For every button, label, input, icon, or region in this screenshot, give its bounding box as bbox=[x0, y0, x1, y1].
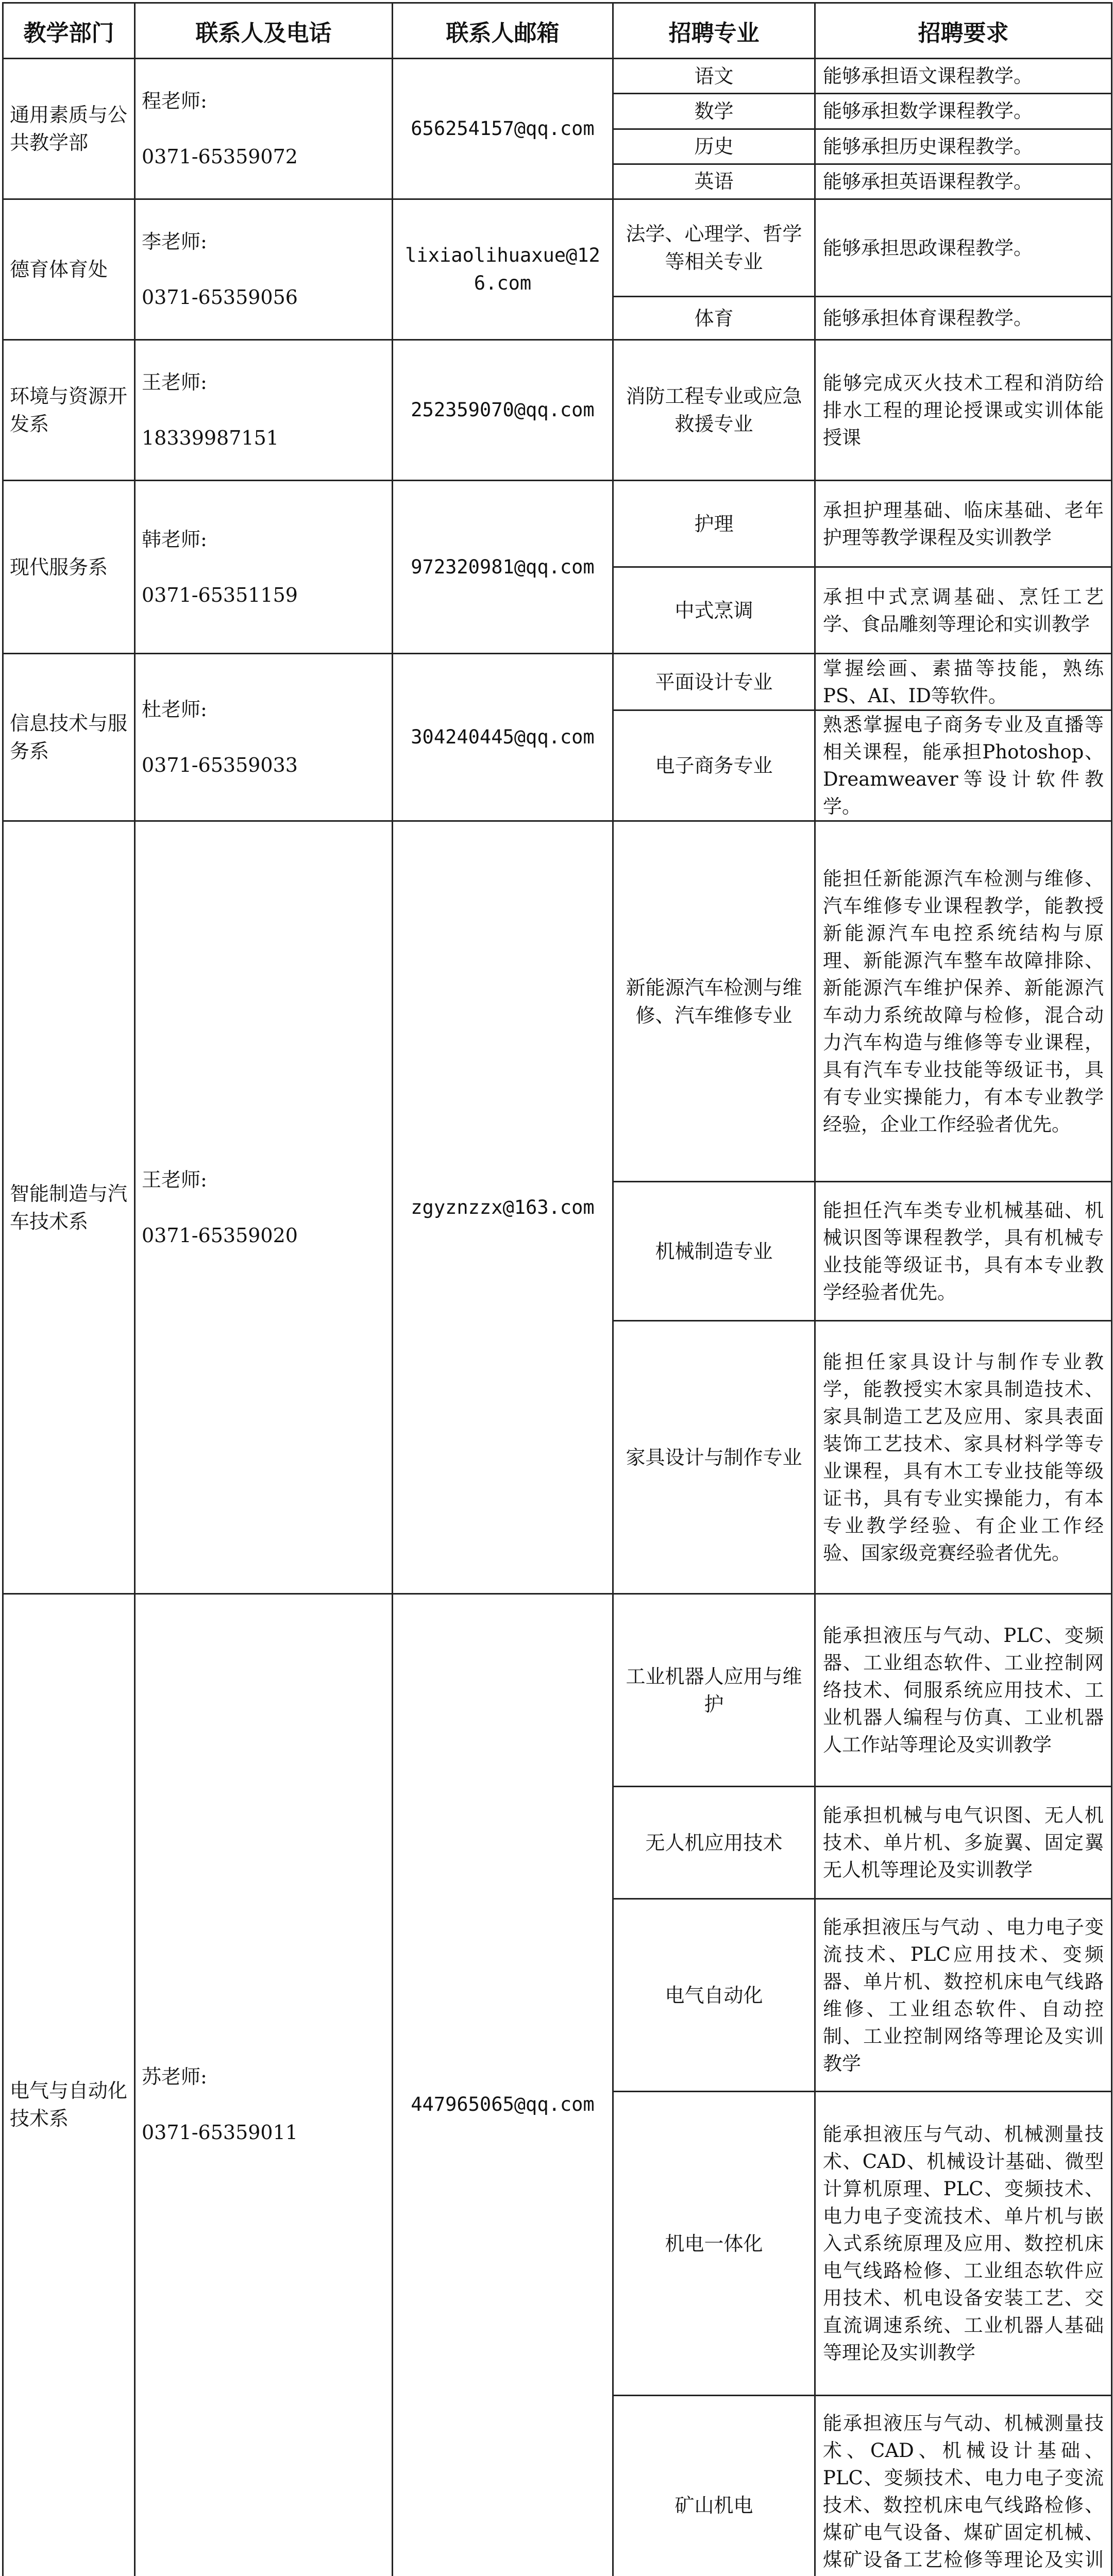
requirement-text: 能承担液压与气动、机械测量技术、CAD、机械设计基础、微型计算机原理、PLC、变频技术、电力电子变流技术、单片机与嵌入式系统原理及应用、数控机床电气线路检修、工业组态软件应用技术、机电设备安装工艺、交直流调速系统、工业机器人基础等理论及实训教学 bbox=[815, 2092, 1112, 2396]
contact-cell bbox=[135, 199, 393, 340]
table-row bbox=[3, 59, 1112, 94]
contact-phone: 0371-65359072 bbox=[142, 143, 386, 171]
department-name: 电气与自动化技术系 bbox=[3, 1594, 135, 2576]
contact-email[interactable]: lixiaolihuaxue@126.com bbox=[393, 199, 613, 340]
requirement-text: 能担任新能源汽车检测与维修、汽车维修专业课程教学，能教授新能源汽车电控系统结构与原理、新能源汽车整车故障排除、新能源汽车维护保养、新能源汽车动力系统故障与检修，混合动力汽车构造与维修等专业课程，具有汽车专业技能等级证书，具有专业实操能力，有本专业教学经验，企业工作经验者优先。 bbox=[815, 821, 1112, 1182]
major-name: 英语 bbox=[613, 164, 815, 199]
requirement-text: 能够完成灭火技术工程和消防给排水工程的理论授课或实训体能授课 bbox=[815, 340, 1112, 481]
contact-name: 苏老师: bbox=[142, 2063, 386, 2091]
header-email: 联系人邮箱 bbox=[393, 3, 613, 59]
table-row bbox=[3, 199, 1112, 297]
contact-cell bbox=[135, 340, 393, 481]
table-row bbox=[3, 654, 1112, 710]
contact-phone: 0371-65359011 bbox=[142, 2119, 386, 2146]
requirement-text: 熟悉掌握电子商务专业及直播等相关课程，能承担Photoshop、Dreamweaver等设计软件教学。 bbox=[815, 710, 1112, 821]
contact-name: 程老师: bbox=[142, 87, 386, 115]
contact-name: 李老师: bbox=[142, 228, 386, 256]
requirement-text: 能担任家具设计与制作专业教学，能教授实木家具制造技术、家具制造工艺及应用、家具表面装饰工艺技术、家具材料学等专业课程，具有木工专业技能等级证书，具有专业实操能力，有本专业教学经验、有企业工作经验、国家级竞赛经验者优先。 bbox=[815, 1321, 1112, 1594]
contact-name: 杜老师: bbox=[142, 696, 386, 723]
major-name: 机械制造专业 bbox=[613, 1182, 815, 1321]
department-name: 智能制造与汽车技术系 bbox=[3, 821, 135, 1594]
header-department: 教学部门 bbox=[3, 3, 135, 59]
department-name: 信息技术与服务系 bbox=[3, 654, 135, 821]
contact-cell bbox=[135, 59, 393, 199]
department-name: 现代服务系 bbox=[3, 481, 135, 654]
major-name: 新能源汽车检测与维修、汽车维修专业 bbox=[613, 821, 815, 1182]
requirement-text: 能承担液压与气动、PLC、变频器、工业组态软件、工业控制网络技术、伺服系统应用技术、工业机器人编程与仿真、工业机器人工作站等理论及实训教学 bbox=[815, 1594, 1112, 1787]
contact-email[interactable]: 656254157@qq.com bbox=[393, 59, 613, 199]
requirement-text: 能承担机械与电气识图、无人机技术、单片机、多旋翼、固定翼无人机等理论及实训教学 bbox=[815, 1787, 1112, 1899]
header-major: 招聘专业 bbox=[613, 3, 815, 59]
requirement-text: 掌握绘画、素描等技能，熟练PS、AI、ID等软件。 bbox=[815, 654, 1112, 710]
contact-phone: 18339987151 bbox=[142, 424, 386, 452]
major-name: 中式烹调 bbox=[613, 567, 815, 654]
contact-name: 王老师: bbox=[142, 368, 386, 396]
requirement-text: 能承担液压与气动 、电力电子变流技术、PLC应用技术、变频器、单片机、数控机床电气线路维修、工业组态软件、自动控制、工业控制网络等理论及实训教学 bbox=[815, 1899, 1112, 2092]
contact-name: 王老师: bbox=[142, 1166, 386, 1194]
contact-phone: 0371-65359020 bbox=[142, 1222, 386, 1249]
contact-name: 韩老师: bbox=[142, 526, 386, 553]
major-name: 法学、心理学、哲学等相关专业 bbox=[613, 199, 815, 297]
contact-email[interactable]: 252359070@qq.com bbox=[393, 340, 613, 481]
major-name: 电气自动化 bbox=[613, 1899, 815, 2092]
contact-email[interactable]: zgyznzzx@163.com bbox=[393, 821, 613, 1594]
contact-email[interactable]: 447965065@qq.com bbox=[393, 1594, 613, 2576]
contact-phone: 0371-65359056 bbox=[142, 283, 386, 311]
contact-email[interactable]: 304240445@qq.com bbox=[393, 654, 613, 821]
contact-phone: 0371-65351159 bbox=[142, 581, 386, 609]
requirement-text: 能够承担数学课程教学。 bbox=[815, 94, 1112, 129]
header-contact: 联系人及电话 bbox=[135, 3, 393, 59]
table-row bbox=[3, 481, 1112, 567]
requirement-text: 能够承担体育课程教学。 bbox=[815, 297, 1112, 340]
department-name: 德育体育处 bbox=[3, 199, 135, 340]
contact-cell bbox=[135, 654, 393, 821]
major-name: 数学 bbox=[613, 94, 815, 129]
major-name: 平面设计专业 bbox=[613, 654, 815, 710]
table-row bbox=[3, 821, 1112, 1182]
table-row bbox=[3, 340, 1112, 481]
major-name: 历史 bbox=[613, 129, 815, 164]
major-name: 电子商务专业 bbox=[613, 710, 815, 821]
table-row bbox=[3, 1594, 1112, 1787]
header-requirement: 招聘要求 bbox=[815, 3, 1112, 59]
recruitment-table bbox=[2, 2, 1112, 2576]
contact-email[interactable]: 972320981@qq.com bbox=[393, 481, 613, 654]
major-name: 消防工程专业或应急救援专业 bbox=[613, 340, 815, 481]
major-name: 家具设计与制作专业 bbox=[613, 1321, 815, 1594]
contact-cell bbox=[135, 821, 393, 1594]
requirement-text: 能够承担英语课程教学。 bbox=[815, 164, 1112, 199]
major-name: 体育 bbox=[613, 297, 815, 340]
major-name: 语文 bbox=[613, 59, 815, 94]
requirement-text: 能够承担语文课程教学。 bbox=[815, 59, 1112, 94]
requirement-text: 能够承担历史课程教学。 bbox=[815, 129, 1112, 164]
requirement-text: 能担任汽车类专业机械基础、机械识图等课程教学，具有机械专业技能等级证书，具有本专业教学经验者优先。 bbox=[815, 1182, 1112, 1321]
contact-cell bbox=[135, 481, 393, 654]
requirement-text: 能承担液压与气动、机械测量技术、CAD、机械设计基础、PLC、变频技术、电力电子变流技术、数控机床电气线路检修、煤矿电气设备、煤矿固定机械、煤矿设备工艺检修等理论及实训 bbox=[815, 2396, 1112, 2576]
major-name: 无人机应用技术 bbox=[613, 1787, 815, 1899]
major-name: 工业机器人应用与维护 bbox=[613, 1594, 815, 1787]
contact-phone: 0371-65359033 bbox=[142, 751, 386, 779]
contact-cell bbox=[135, 1594, 393, 2576]
requirement-text: 能够承担思政课程教学。 bbox=[815, 199, 1112, 297]
major-name: 机电一体化 bbox=[613, 2092, 815, 2396]
header-row bbox=[3, 3, 1112, 59]
department-name: 环境与资源开发系 bbox=[3, 340, 135, 481]
requirement-text: 承担护理基础、临床基础、老年护理等教学课程及实训教学 bbox=[815, 481, 1112, 567]
major-name: 护理 bbox=[613, 481, 815, 567]
major-name: 矿山机电 bbox=[613, 2396, 815, 2576]
department-name: 通用素质与公共教学部 bbox=[3, 59, 135, 199]
requirement-text: 承担中式烹调基础、烹饪工艺学、食品雕刻等理论和实训教学 bbox=[815, 567, 1112, 654]
